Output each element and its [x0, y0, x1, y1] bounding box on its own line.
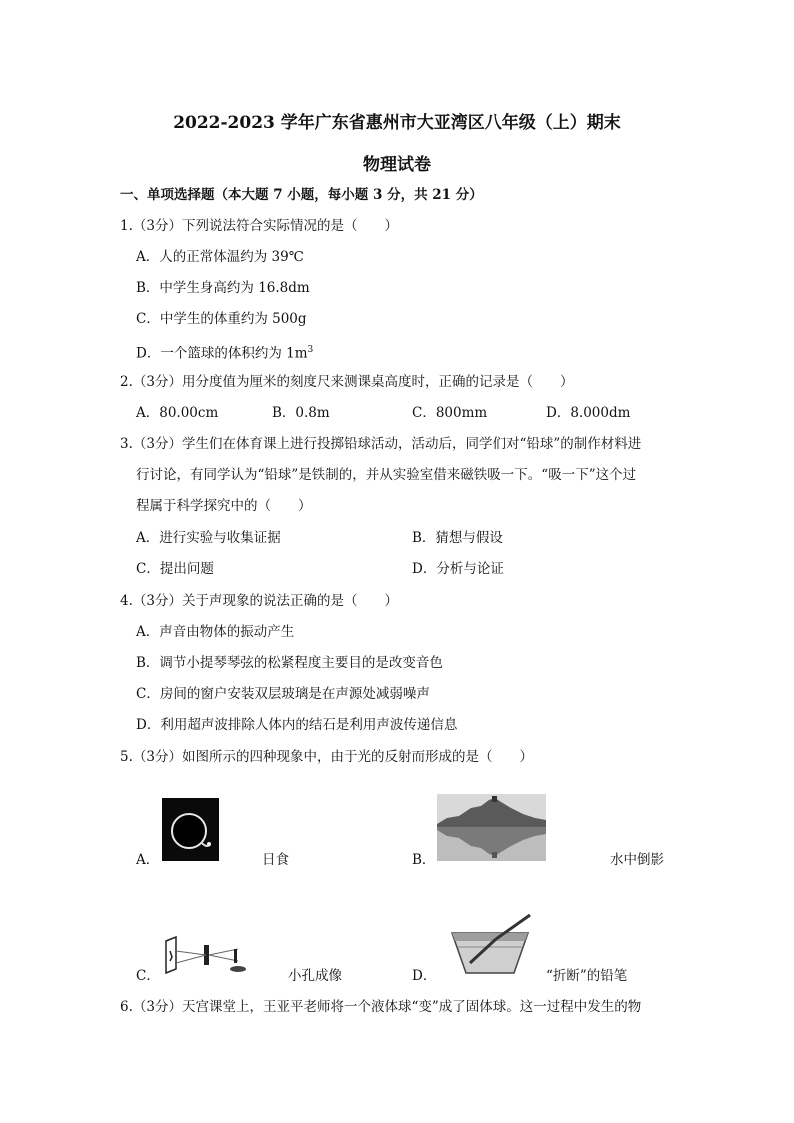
q5-option-a-caption: 日食 — [262, 852, 289, 868]
q2-option-b: B．0.8m — [272, 405, 330, 421]
q5-option-d-letter: D． — [412, 968, 437, 984]
q3-option-a: A．进行实验与收集证据 — [136, 530, 281, 546]
q3-option-c: C．提出问题 — [136, 561, 214, 577]
q1-option-c: C．中学生的体重约为 500g — [136, 311, 307, 327]
q5-option-b-caption: 水中倒影 — [610, 852, 664, 868]
q5-option-d-caption: “折断”的铅笔 — [546, 968, 628, 984]
q2-option-d: D．8.000dm — [546, 405, 631, 421]
q3-option-d: D．分析与论证 — [412, 561, 504, 577]
q4-option-c: C．房间的窗户安装双层玻璃是在声源处减弱噪声 — [136, 686, 430, 702]
q5-option-c-letter: C． — [136, 968, 160, 984]
exam-title-line2: 物理试卷 — [363, 155, 431, 175]
water-reflection-image — [437, 794, 546, 861]
q1-option-a: A．人的正常体温约为 39℃ — [136, 249, 304, 265]
q3-stem-line2: 行讨论，有同学认为“铅球”是铁制的，并从实验室借来磁铁吸一下。“吸一下”这个过 — [136, 467, 637, 483]
q5-option-b-letter: B． — [412, 852, 436, 868]
q5-option-c-caption: 小孔成像 — [288, 968, 342, 984]
q2-stem: 2.（3分）用分度值为厘米的刻度尺来测课桌高度时，正确的记录是（ ） — [120, 374, 574, 390]
solar-eclipse-image — [162, 798, 219, 861]
q3-option-b: B．猜想与假设 — [412, 530, 503, 546]
q4-option-d: D．利用超声波排除人体内的结石是利用声波传递信息 — [136, 717, 458, 733]
q5-option-a-letter: A． — [136, 852, 160, 868]
q4-option-a: A．声音由物体的振动产生 — [136, 624, 295, 640]
q2-option-c: C．800mm — [412, 405, 488, 421]
q1-option-b: B．中学生身高约为 16.8dm — [136, 280, 310, 296]
q4-stem: 4.（3分）关于声现象的说法正确的是（ ） — [120, 593, 398, 609]
q4-option-b: B．调节小提琴琴弦的松紧程度主要目的是改变音色 — [136, 655, 443, 671]
q2-option-a: A．80.00cm — [136, 405, 219, 421]
q5-stem: 5.（3分）如图所示的四种现象中，由于光的反射而形成的是（ ） — [120, 749, 533, 765]
q6-stem-line1: 6.（3分）天宫课堂上，王亚平老师将一个液体球“变”成了固体球。这一过程中发生的物 — [120, 999, 642, 1015]
exam-title-line1: 2022-2023 学年广东省惠州市大亚湾区八年级（上）期末 — [173, 113, 621, 133]
q3-stem-line3: 程属于科学探究中的（ ） — [136, 498, 312, 514]
q3-stem-line1: 3.（3分）学生们在体育课上进行投掷铅球活动，活动后，同学们对“铅球”的制作材料进 — [120, 436, 642, 452]
section-heading: 一、单项选择题（本大题 7 小题，每小题 3 分，共 21 分） — [120, 187, 483, 203]
q1-stem: 1.（3分）下列说法符合实际情况的是（ ） — [120, 218, 398, 234]
bent-pencil-image — [448, 913, 534, 979]
pinhole-imaging-image — [160, 935, 250, 977]
q1-option-d: D．一个篮球的体积约为 $1m^3$ — [136, 345, 314, 362]
